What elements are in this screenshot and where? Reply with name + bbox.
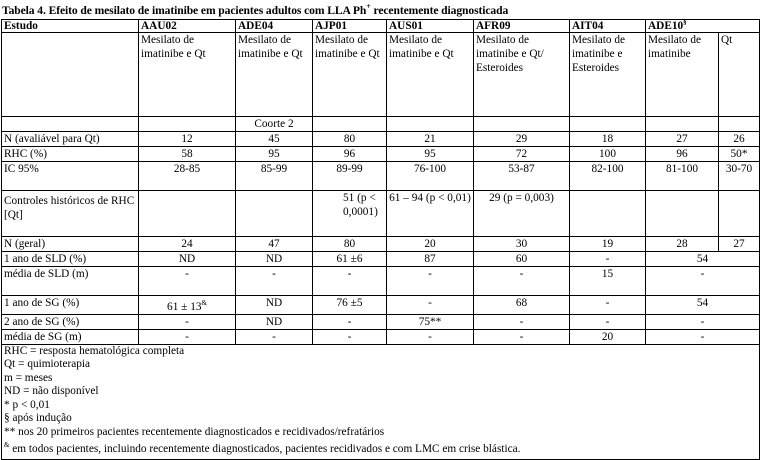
footnote: § após indução: [4, 412, 72, 425]
table-cell: -: [387, 267, 474, 296]
row-label: 1 ano de SG (%): [2, 296, 139, 315]
table-cell: 30: [474, 237, 570, 252]
table-cell: -: [474, 329, 570, 344]
table-cell: -: [139, 329, 236, 344]
table-cell: 54: [646, 296, 760, 315]
table-cell: ND: [139, 252, 236, 267]
table-cell: 15: [570, 267, 646, 296]
table-cell: 30-70: [719, 162, 760, 191]
table-cell: -: [313, 329, 387, 344]
row-label: IC 95%: [2, 162, 139, 191]
table-cell: 54: [646, 252, 760, 267]
table-cell: ND: [236, 296, 313, 315]
table-row: [2, 162, 760, 191]
header-col: AFR09: [474, 20, 570, 33]
table-cell: 75**: [387, 314, 474, 329]
footnote: RHC = resposta hematológica completa: [4, 344, 185, 357]
header-col: AIT04: [570, 20, 646, 33]
regimen-cell: Mesilato de imatinibe e Qt: [236, 33, 313, 117]
regimen-row: [2, 33, 760, 117]
table-cell: 76 ±5: [313, 296, 387, 315]
footnote: Qt = quimioterapia: [4, 358, 91, 371]
table-cell: 80: [313, 237, 387, 252]
regimen-cell: Qt: [719, 33, 760, 117]
header-col: ADE04: [236, 20, 313, 33]
table-row: [2, 296, 760, 315]
table-cell: 29: [474, 132, 570, 147]
table-row: [2, 237, 760, 252]
table-cell: 47: [236, 237, 313, 252]
regimen-cell: Mesilato de imatinibe e Qt: [139, 33, 236, 117]
table-cell: -: [236, 267, 313, 296]
regimen-cell: Mesilato de imatinibe e Esteroides: [570, 33, 646, 117]
footnote: m = meses: [4, 371, 53, 384]
table-cell: -: [570, 296, 646, 315]
table-cell: 19: [570, 237, 646, 252]
table-cell: 27: [646, 132, 719, 147]
row-label: média de SG (m): [2, 329, 139, 344]
table-cell: -: [387, 296, 474, 315]
row-label: N (geral): [2, 237, 139, 252]
table-row: [2, 252, 760, 267]
table-cell: 45: [236, 132, 313, 147]
table-row: [2, 132, 760, 147]
table-cell: -: [646, 329, 760, 344]
table-cell: 12: [139, 132, 236, 147]
table-cell: 82-100: [570, 162, 646, 191]
table-row: [2, 314, 760, 329]
table-cell: 95: [236, 147, 313, 162]
table-cell: 85-99: [236, 162, 313, 191]
regimen-cell: Mesilato de imatinibe e Qt/ Esteroides: [474, 33, 570, 117]
table-cell: 21: [387, 132, 474, 147]
table-cell: -: [236, 329, 313, 344]
table-cell: -: [387, 329, 474, 344]
table-cell: 61 – 94 (p < 0,01): [387, 191, 474, 237]
table-cell: 53-87: [474, 162, 570, 191]
header-col: AJP01: [313, 20, 387, 33]
coorte-row: [2, 117, 760, 132]
table-cell: 27: [719, 237, 760, 252]
table-cell: 29 (p = 0,003): [474, 191, 570, 237]
table-cell: -: [474, 267, 570, 296]
table-cell: 95: [387, 147, 474, 162]
table-cell: 96: [313, 147, 387, 162]
table-cell: 20: [387, 237, 474, 252]
table-cell: -: [313, 267, 387, 296]
table-cell: 72: [474, 147, 570, 162]
footnote: ** nos 20 primeiros pacientes recentemente diagnosticados e recidivados/refratários: [4, 425, 385, 438]
table-cell: 61 ± 13&: [139, 296, 236, 315]
table-cell: 60: [474, 252, 570, 267]
header-row: [2, 20, 760, 33]
table-cell: 81-100: [646, 162, 719, 191]
footnote: ND = não disponível: [4, 385, 99, 398]
table-cell: 87: [387, 252, 474, 267]
row-label: N (avaliável para Qt): [2, 132, 139, 147]
results-table: [1, 19, 760, 460]
table-cell: 89-99: [313, 162, 387, 191]
row-label: média de SLD (m): [2, 267, 139, 296]
header-col: AUS01: [387, 20, 474, 33]
row-label: 1 ano de SLD (%): [2, 252, 139, 267]
header-col-ade10: ADE10§: [646, 20, 760, 33]
table-cell: 76-100: [387, 162, 474, 191]
table-title: Tabela 4. Efeito de mesilato de imatinibe em pacientes adultos com LLA Ph+ recentemente diagnosticada: [2, 2, 509, 17]
table-cell: 61 ±6: [313, 252, 387, 267]
header-estudo: Estudo: [2, 20, 139, 33]
table-cell: 51 (p < 0,0001): [313, 191, 387, 237]
table-cell: ND: [236, 314, 313, 329]
regimen-cell: Mesilato de imatinibe e Qt: [313, 33, 387, 117]
table-cell: -: [646, 314, 760, 329]
table-row: [2, 267, 760, 296]
footnote: * p < 0,01: [4, 398, 50, 411]
table-row: [2, 191, 760, 237]
table-cell: 28: [646, 237, 719, 252]
table-cell: -: [646, 267, 760, 296]
table-cell: -: [570, 252, 646, 267]
table-cell: 28-85: [139, 162, 236, 191]
row-label: Controles históricos de RHC [Qt]: [2, 191, 139, 237]
table-cell: 20: [570, 329, 646, 344]
row-label: 2 ano de SG (%): [2, 314, 139, 329]
table-cell: -: [570, 314, 646, 329]
table-cell: 50*: [719, 147, 760, 162]
footnotes-row: [2, 344, 760, 459]
table-cell: 26: [719, 132, 760, 147]
table-cell: 24: [139, 237, 236, 252]
footnote: & em todos pacientes, incluindo recentemente diagnosticados, pacientes recidivados e com LMC em crise blástica.: [4, 441, 521, 456]
table-cell: -: [139, 314, 236, 329]
regimen-cell: Mesilato de imatinibe e Qt: [387, 33, 474, 117]
coorte-label: Coorte 2: [236, 117, 313, 132]
table-row: [2, 147, 760, 162]
table-cell: -: [474, 314, 570, 329]
table-cell: ND: [236, 252, 313, 267]
table-cell: 80: [313, 132, 387, 147]
table-cell: 100: [570, 147, 646, 162]
footnotes: [2, 344, 760, 459]
table-cell: 68: [474, 296, 570, 315]
table-cell: -: [139, 267, 236, 296]
table-cell: 58: [139, 147, 236, 162]
row-label: RHC (%): [2, 147, 139, 162]
table-cell: 96: [646, 147, 719, 162]
table-cell: 18: [570, 132, 646, 147]
regimen-cell: Mesilato de imatinibe: [646, 33, 719, 117]
regimen-label: [2, 33, 139, 117]
table-row: [2, 329, 760, 344]
header-col: AAU02: [139, 20, 236, 33]
table-cell: -: [313, 314, 387, 329]
